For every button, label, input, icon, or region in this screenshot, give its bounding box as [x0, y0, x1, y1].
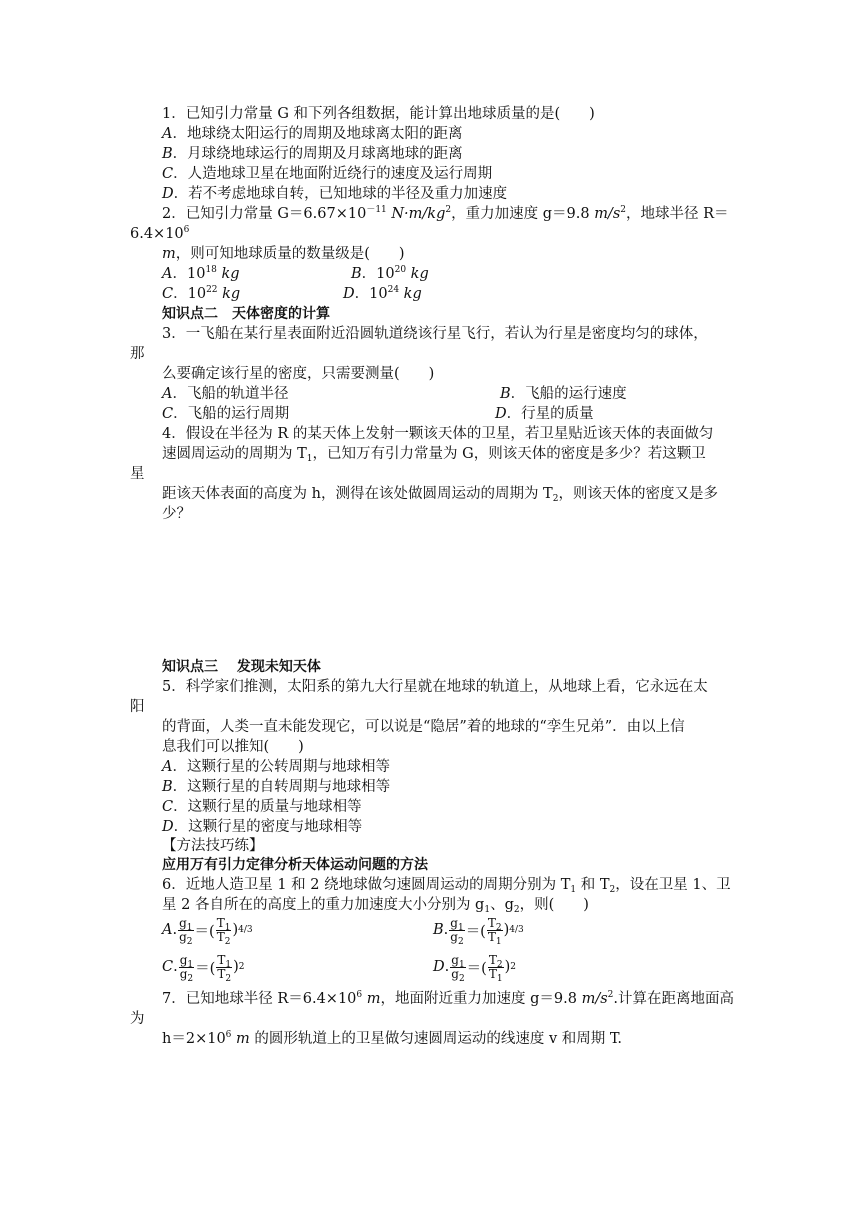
q3-option-b: B．飞船的运行速度: [500, 386, 627, 402]
method-title: 【方法技巧练】: [162, 838, 264, 854]
fraction: $\frac{g_1}{g_2}$: [179, 915, 193, 947]
q1-option-a: A．地球绕太阳运行的周期及地球离太阳的距离: [162, 126, 463, 142]
q2-stem-line2: $6.4\times 10^6$: [130, 225, 190, 242]
q5-option-d: D．这颗行星的密度与地球相等: [162, 819, 363, 835]
q4-line4: 少？: [162, 506, 191, 522]
q5-option-c: C．这颗行星的质量与地球相等: [162, 799, 362, 815]
q5-line1-wrap: 阳: [130, 699, 145, 715]
q6-option-b: B . $\frac{g_1}{g_2}$ ＝( $\frac{T_2}{T_1}$ ) 4/3: [433, 915, 524, 947]
q3-option-a: A．飞船的轨道半径: [162, 386, 289, 402]
q1-stem: 1．已知引力常量 G 和下列各组数据，能计算出地球质量的是( ): [162, 106, 595, 122]
q4-line2: 速圆周运动的周期为 $T_1$，已知万有引力常量为 G，则该天体的密度是多少？若这颗卫: [162, 446, 706, 464]
q5-line3: 息我们可以推知( ): [162, 739, 304, 755]
q7-line1-wrap: 为: [130, 1011, 145, 1027]
q3-stem-line1: 3．一飞船在某行星表面附近沿圆轨道绕该行星飞行，若认为行星是密度均匀的球体，: [162, 326, 708, 342]
fraction: $\frac{g_1}{g_2}$: [179, 952, 194, 984]
q2-option-a: A．$10^{18}$ kg: [162, 265, 240, 282]
q2-stem-line3: m，则可知地球质量的数量级是( ): [162, 246, 405, 262]
q3-option-d: D．行星的质量: [495, 406, 594, 422]
q2-option-b: B．$10^{20}$ kg: [351, 265, 429, 282]
fraction: $\frac{g_1}{g_2}$: [451, 952, 465, 984]
q3-stem-line2: 么要确定该行星的密度，只需要测量( ): [162, 366, 435, 382]
fraction: $\frac{T_1}{T_2}$: [216, 915, 231, 947]
q6-option-c: C . $\frac{g_1}{g_2}$ ＝( $\frac{T_1}{T_2}$ ) 2: [162, 952, 245, 984]
section-3-heading: 知识点三 发现未知天体: [162, 659, 321, 675]
q6-option-d: D . $\frac{g_1}{g_2}$ ＝( $\frac{T_2}{T_1}$ ) 2: [433, 952, 516, 984]
q6-option-a: A . $\frac{g_1}{g_2}$ ＝( $\frac{T_1}{T_2}$ ) 4/3: [162, 915, 253, 947]
fraction: $\frac{T_2}{T_1}$: [487, 915, 502, 947]
q6-line2: 星 2 各自所在的高度上的重力加速度大小分别为 $g_1$、$g_2$，则( ): [162, 897, 589, 915]
q7-line2: $h=2\times 10^6$ m 的圆形轨道上的卫星做匀速圆周运动的线速度 v 和周期 T.: [162, 1030, 623, 1047]
q1-option-b: B．月球绕地球运行的周期及月球离地球的距离: [162, 146, 463, 162]
fraction: $\frac{g_1}{g_2}$: [450, 915, 464, 947]
q2-option-d: D．$10^{24}$ kg: [343, 285, 422, 302]
fraction: $\frac{T_1}{T_2}$: [217, 952, 232, 984]
q4-line2-wrap: 星: [130, 466, 145, 482]
q5-option-b: B．这颗行星的自转周期与地球相等: [162, 779, 391, 795]
q7-line1: 7．已知地球半径 $R=6.4\times 10^6$ m，地面附近重力加速度 g＝9.8 $m/s^2$.计算在距离地面高: [162, 990, 734, 1007]
fraction: $\frac{T_2}{T_1}$: [488, 952, 503, 984]
q3-option-c: C．飞船的运行周期: [162, 406, 290, 422]
q1-option-d: D．若不考虑地球自转，已知地球的半径及重力加速度: [162, 186, 508, 202]
q6-line1: 6．近地人造卫星 1 和 2 绕地球做匀速圆周运动的周期分别为 $T_1$ 和 $T_2$，设在卫星 1、卫: [162, 877, 731, 895]
q2-option-c: C．$10^{22}$ kg: [162, 285, 241, 302]
q4-line1: 4．假设在半径为 R 的某天体上发射一颗该天体的卫星，若卫星贴近该天体的表面做匀: [162, 426, 714, 442]
q5-line2: 的背面，人类一直未能发现它，可以说是“隐居”着的地球的“孪生兄弟”．由以上信: [162, 719, 685, 735]
section-2-heading: 知识点二 天体密度的计算: [162, 306, 330, 322]
q2-stem-line1: 2．已知引力常量 $G=6.67\times 10^{-11}$ $N\cdot m/kg^2$，重力加速度 g＝9.8 $m/s^2$，地球半径 R＝: [162, 205, 729, 222]
q1-option-c: C．人造地球卫星在地面附近绕行的速度及运行周期: [162, 166, 493, 182]
q4-line3: 距该天体表面的高度为 h，测得在该处做圆周运动的周期为 $T_2$，则该天体的密度又是多: [162, 486, 718, 504]
method-subtitle: 应用万有引力定律分析天体运动问题的方法: [162, 857, 428, 873]
q3-stem-wrap: 那: [130, 346, 145, 362]
q5-option-a: A．这颗行星的公转周期与地球相等: [162, 759, 390, 775]
q5-line1: 5．科学家们推测，太阳系的第九大行星就在地球的轨道上，从地球上看，它永远在太: [162, 679, 708, 695]
